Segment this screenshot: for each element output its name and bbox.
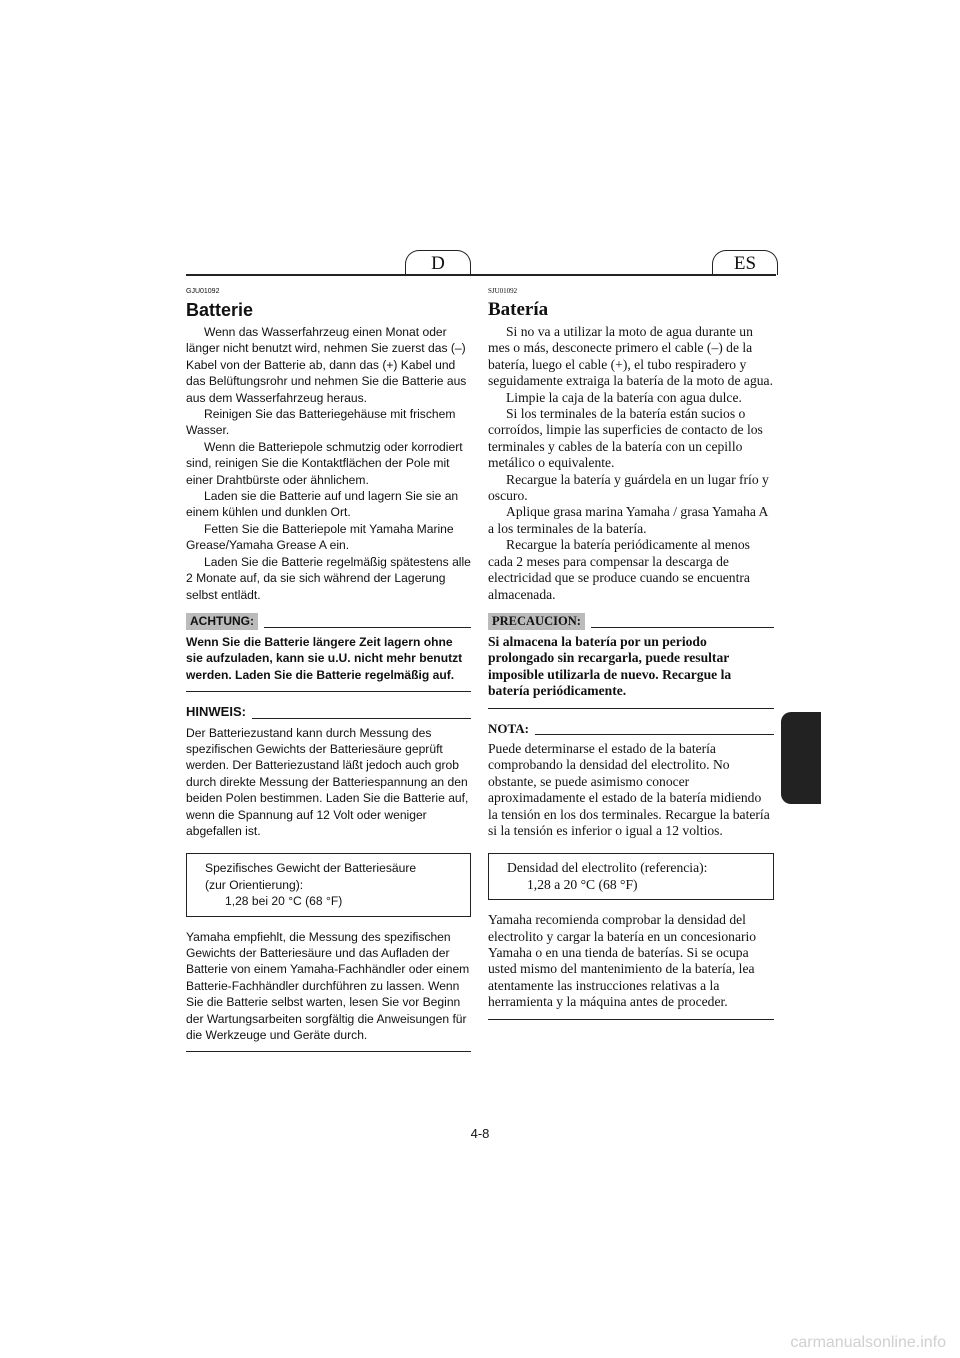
paragraph: Wenn die Batteriepole schmutzig oder korrodiert sind, reinigen Sie die Kontaktflächen der Pole mit einer Drahtbürste oder ähnlichem. — [186, 439, 463, 487]
language-tab-spanish: ES — [712, 250, 778, 275]
section-code: GJU01092 — [186, 288, 220, 295]
spec-box — [186, 853, 471, 916]
section-code: SJU01092 — [488, 287, 518, 295]
language-tab-german: D — [405, 250, 471, 275]
caution-rule — [264, 626, 471, 628]
paragraph: Recargue la batería periódicamente al menos cada 2 meses para compensar la descarga de electricidad que se produce cuando se encuentra almacenada. — [488, 537, 750, 602]
paragraph: Reinigen Sie das Batteriegehäuse mit frischem Wasser. — [186, 407, 456, 438]
section-title: Batterie — [186, 300, 254, 320]
watermark: carmanualsonline.info — [790, 1334, 946, 1351]
spec-box — [488, 853, 774, 900]
spanish-column — [488, 285, 774, 1020]
caution-label: PRECAUCION: — [488, 613, 585, 630]
paragraph: Fetten Sie die Batteriepole mit Yamaha Marine Grease/Yamaha Grease A ein. — [186, 521, 454, 553]
note-text: Puede determinarse el estado de la batería comprobando la densidad del electrolito. No obstante, se puede asimismo conocer aproximadamente el estado de la batería midiendo la tensión en los dos terminales. Recargue la batería si la tensión es inferior o igual a 12 voltios. — [488, 740, 770, 838]
paragraph: Si los terminales de la batería están sucios o corroídos, limpie las superficies de contacto de los terminales y cables de la batería con un cepillo metálico o equivalente. — [488, 406, 763, 471]
closing-paragraph: Yamaha recomienda comprobar la densidad del electrolito y cargar la batería en un concesionario Yamaha o en una tienda de baterías. Si se ocupa usted mismo del mantenimiento de la batería, lea atentamente las instrucciones relativas a la herramienta y la máquina antes de proceder. — [488, 912, 774, 1019]
paragraph: Laden Sie die Batterie regelmäßig spätestens alle 2 Monate auf, da sie sich während der Lagerung selbst entlädt. — [186, 554, 471, 602]
caution-text: Wenn Sie die Batterie längere Zeit lagern ohne sie aufzuladen, kann sie u.U. nicht mehr benutzt werden. Laden Sie die Batterie regelmäßig auf. — [186, 634, 471, 692]
note-label: NOTA: — [488, 720, 529, 736]
paragraph: Limpie la caja de la batería con agua dulce. — [506, 389, 742, 405]
german-column — [186, 285, 471, 1052]
section-title: Batería — [488, 299, 549, 320]
paragraph: Aplique grasa marina Yamaha / grasa Yamaha A a los terminales de la batería. — [488, 504, 768, 536]
caution-header — [488, 613, 774, 630]
paragraph: Recargue la batería y guárdela en un lugar frío y oscuro. — [488, 471, 769, 504]
spec-value: 1,28 bei 20 °C (68 °F) — [225, 894, 343, 909]
paragraph: Si no va a utilizar la moto de agua durante un mes o más, desconecte primero el cable (–) de la batería, luego el cable (+), el tubo respiradero y seguidamente extraiga la batería de la moto de agua. — [488, 324, 773, 389]
spec-label: Spezifisches Gewicht der Batteriesäure — [205, 861, 417, 876]
note-rule — [535, 733, 774, 735]
note-label: HINWEIS: — [186, 704, 246, 720]
caution-header — [186, 613, 471, 630]
note-text: Der Batteriezustand kann durch Messung des spezifischen Gewichts der Batteriesäure geprüft werden. Der Batteriezustand läßt jedoch auch grob durch direkte Messung der Batteriespannung an den beiden Polen bestimmen. Laden Sie die Batterie auf, wenn die Spannung auf 12 Volt oder weniger abgefallen ist. — [186, 725, 469, 838]
spec-label-sub: (zur Orientierung): — [205, 877, 304, 892]
paragraph: Laden sie die Batterie auf und lagern Sie sie an einem kühlen und dunklen Ort. — [186, 489, 459, 520]
spec-label: Densidad del electrolito (referencia): — [507, 860, 708, 876]
spec-value: 1,28 a 20 °C (68 °F) — [527, 876, 638, 892]
page-number: 4-8 — [470, 1126, 490, 1141]
paragraph: Wenn das Wasserfahrzeug einen Monat oder länger nicht benutzt wird, nehmen Sie zuerst das (–) Kabel von der Batterie ab, dann das (+) Kabel und das Belüftungsrohr und nehmen Sie die Batterie aus aus dem Wasserfahrzeug heraus. — [186, 325, 467, 405]
caution-rule — [591, 626, 774, 628]
closing-paragraph: Yamaha empfiehlt, die Messung des spezifischen Gewichts der Batteriesäure und das Aufladen der Batterie von einem Yamaha-Fachhändler oder einem Batterie-Fachhändler durchführen zu lassen. Wenn Sie die Batterie selbst warten, lesen Sie vor Beginn der Wartungsarbeiten sorgfältig die Anweisungen für die Werkzeuge und Geräte durch. — [186, 929, 471, 1053]
caution-text: Si almacena la batería por un periodo prolongado sin recargarla, puede resultar imposible utilizarla de nuevo. Recargue la batería periódicamente. — [488, 634, 774, 709]
caution-label: ACHTUNG: — [186, 613, 258, 630]
header-rule — [186, 274, 776, 276]
note-header — [186, 704, 471, 720]
note-header — [488, 721, 774, 737]
note-rule — [252, 717, 471, 719]
chapter-thumb-tab — [781, 712, 821, 804]
